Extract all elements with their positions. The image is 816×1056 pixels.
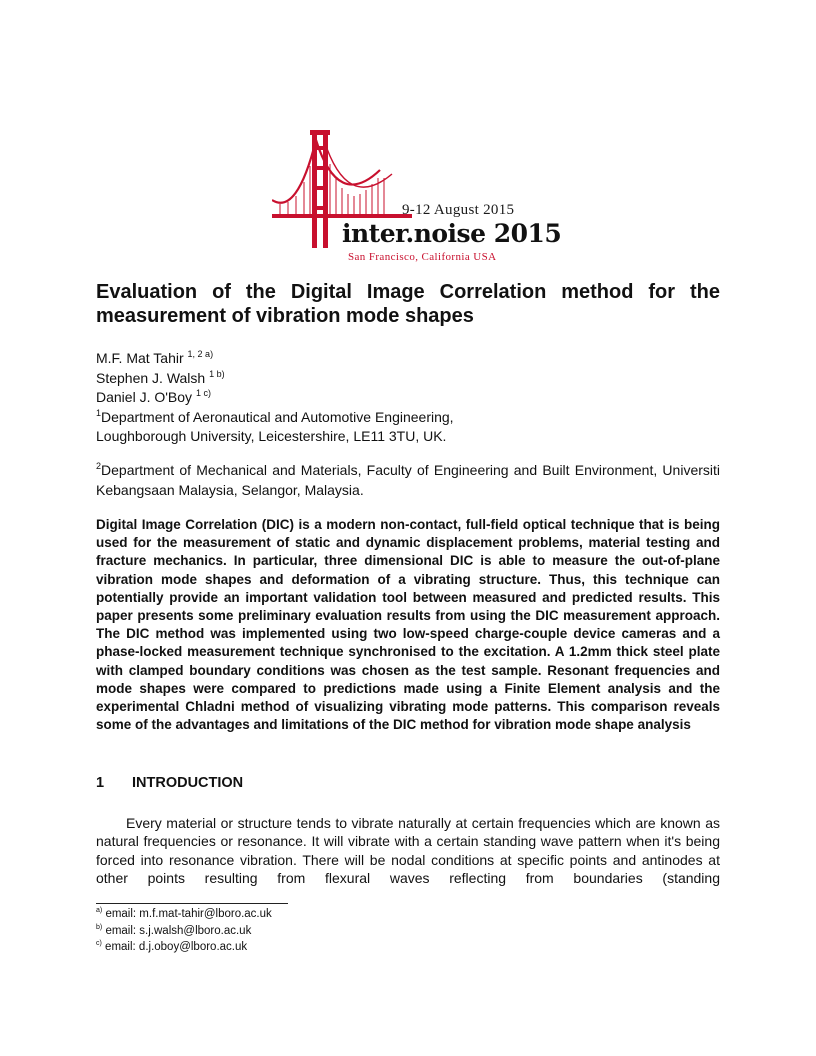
conference-dates: 9-12 August 2015: [402, 202, 515, 218]
body-paragraph: Every material or structure tends to vibrate naturally at certain frequencies which are known as natural frequencies or resonance. It will vibrate with a certain standing wave pattern when it's being forced into resonance vibration. There will be nodal conditions at specific points and antinodes at other points resulting from flexural waves reflecting from boundaries (standing: [96, 815, 720, 887]
conference-name: inter.noise 2015: [342, 219, 562, 248]
footnote-email: email: m.f.mat-tahir@lboro.ac.uk: [105, 908, 272, 920]
footnote-a: [96, 907, 272, 924]
section-title: INTRODUCTION: [132, 775, 244, 791]
author-marker: 1 b): [209, 368, 225, 379]
affiliation-1-line-1: [96, 409, 736, 429]
author-marker: 1 c): [195, 388, 211, 398]
affiliation-marker: 2: [96, 461, 102, 471]
footnote-divider: [96, 903, 288, 904]
author-name: M.F. Mat Tahir: [96, 350, 184, 366]
section-number: 1: [96, 775, 105, 791]
footnote-b: [96, 924, 272, 941]
paper-title: Evaluation of the Digital Image Correlation method for the measurement of vibration mode shapes: [96, 281, 720, 327]
affiliation-1-line-2: Loughborough University, Leicestershire, LE11 3TU, UK.: [96, 428, 447, 444]
affiliation-text: Department of Mechanical and Materials, Faculty of Engineering and Built Environment, Universiti Kebangsaan Malaysia, Selangor, Malaysia.: [96, 462, 720, 498]
footnote-c: [96, 940, 272, 957]
footnote-marker: c): [96, 940, 102, 947]
affiliation-2: [96, 461, 720, 499]
footnote-marker: a): [96, 907, 103, 914]
author-name: Stephen J. Walsh: [96, 369, 206, 386]
author-marker: 1, 2 a): [187, 349, 214, 359]
section-heading: [96, 775, 243, 791]
abstract: Digital Image Correlation (DIC) is a modern non-contact, full-field optical technique that is being used for the measurement of static and dynamic displacement problems, material testing and fracture mechanics. In particular, three dimensional DIC is able to measure the out-of-plane vibration mode shapes and deformation of a vibrating structure. Thus, this technique can potentially provide an important validation tool between measured and predicted results. This paper presents some preliminary evaluation results from using the DIC measurement approach. The DIC method was implemented using two low-speed charge-couple device cameras and a phase-locked measurement technique synchronised to the excitation. A 1.2mm thick steel plate with clamped boundary conditions was chosen as the test sample. Resonant frequencies and mode shapes were compared to predictions made using a Finite Element analysis and the experimental Chladni method of visualizing vibrating mode patterns. This comparison reveals some of the advantages and limitations of the DIC method for vibration mode shape analysis: [96, 517, 720, 733]
author-2: [96, 370, 736, 390]
conference-logo: [272, 130, 562, 268]
author-block: [96, 350, 736, 446]
author-name: Daniel J. O'Boy: [96, 389, 193, 405]
affiliation-marker: 1: [96, 407, 102, 418]
footnote-marker: b): [96, 923, 103, 931]
author-3: [96, 389, 736, 409]
author-1: [96, 350, 736, 370]
footnote-email: email: d.j.oboy@lboro.ac.uk: [105, 941, 248, 953]
conference-location: San Francisco, California USA: [348, 251, 497, 263]
affiliation-text: Department of Aeronautical and Automotive Engineering,: [101, 408, 454, 425]
footnote-email: email: s.j.walsh@lboro.ac.uk: [105, 924, 252, 937]
footnotes: [96, 907, 272, 957]
